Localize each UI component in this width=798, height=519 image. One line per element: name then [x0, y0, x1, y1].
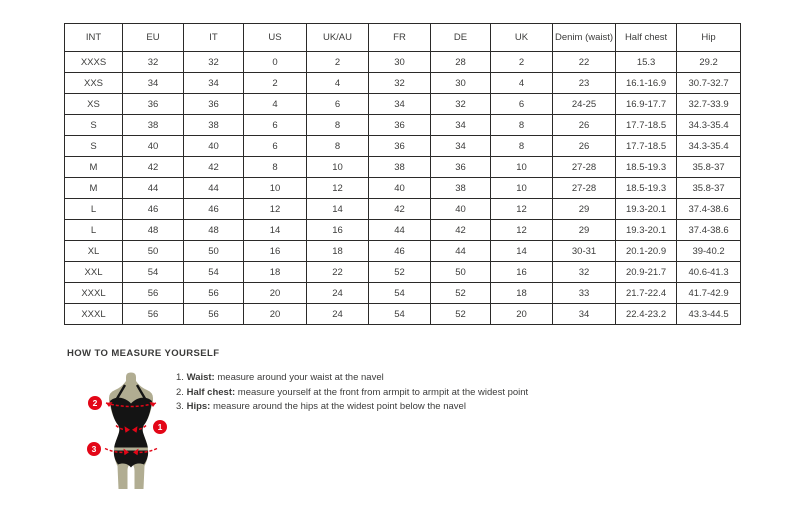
table-cell: 24 — [307, 283, 369, 304]
table-cell: 40 — [369, 178, 431, 199]
table-cell: 20 — [491, 304, 553, 325]
column-header: DE — [431, 24, 491, 52]
table-row — [65, 304, 741, 325]
table-cell: 34 — [123, 73, 184, 94]
table-cell: 48 — [184, 220, 244, 241]
size-chart-table — [64, 23, 741, 325]
table-cell: 37.4-38.6 — [677, 220, 741, 241]
table-cell: 30-31 — [553, 241, 616, 262]
size-chart-header — [65, 24, 741, 52]
table-cell: XS — [65, 94, 123, 115]
table-cell: 52 — [431, 304, 491, 325]
table-cell: 34.3-35.4 — [677, 115, 741, 136]
table-cell: 17.7-18.5 — [616, 115, 677, 136]
table-cell: 40 — [431, 199, 491, 220]
table-cell: 35.8-37 — [677, 157, 741, 178]
table-cell: 30.7-32.7 — [677, 73, 741, 94]
table-cell: 14 — [244, 220, 307, 241]
waist-badge-number: 1 — [157, 422, 163, 432]
table-cell: 42 — [369, 199, 431, 220]
table-cell: 32 — [553, 262, 616, 283]
table-cell: 44 — [369, 220, 431, 241]
table-cell: 26 — [553, 136, 616, 157]
step-number: 3. — [176, 401, 184, 412]
table-cell: 29 — [553, 220, 616, 241]
table-cell: 21.7-22.4 — [616, 283, 677, 304]
table-cell: 6 — [491, 94, 553, 115]
table-cell: 34 — [369, 94, 431, 115]
step-number: 1. — [176, 372, 184, 383]
step-term: Half chest: — [186, 386, 236, 398]
table-row — [65, 115, 741, 136]
table-cell: 38 — [123, 115, 184, 136]
column-header: IT — [184, 24, 244, 52]
table-row — [65, 178, 741, 199]
hips-badge-number: 3 — [91, 444, 97, 454]
table-cell: 44 — [184, 178, 244, 199]
table-cell: 36 — [123, 94, 184, 115]
table-cell: 32 — [369, 73, 431, 94]
table-cell: 40 — [184, 136, 244, 157]
step-term: Hips: — [186, 401, 211, 412]
table-cell: 19.3-20.1 — [616, 220, 677, 241]
table-cell: 6 — [244, 136, 307, 157]
table-cell: 8 — [307, 136, 369, 157]
table-cell: 34.3-35.4 — [677, 136, 741, 157]
table-cell: 34 — [431, 115, 491, 136]
table-cell: 18 — [244, 262, 307, 283]
table-cell: 4 — [307, 73, 369, 94]
table-cell: 20.1-20.9 — [616, 241, 677, 262]
table-cell: 32 — [431, 94, 491, 115]
table-cell: 42 — [184, 157, 244, 178]
table-cell: 30 — [369, 52, 431, 73]
table-cell: 18 — [491, 283, 553, 304]
table-cell: 10 — [244, 178, 307, 199]
table-cell: 8 — [244, 157, 307, 178]
table-cell: XXXS — [65, 52, 123, 73]
table-cell: 16 — [491, 262, 553, 283]
table-cell: 2 — [491, 52, 553, 73]
table-cell: 22.4-23.2 — [616, 304, 677, 325]
table-cell: 28 — [431, 52, 491, 73]
table-cell: 8 — [307, 115, 369, 136]
table-cell: 26 — [553, 115, 616, 136]
column-header: UK — [491, 24, 553, 52]
table-cell: 46 — [369, 241, 431, 262]
step-text: measure around the hips at the widest point below the navel — [210, 401, 466, 412]
measure-step-half-chest — [176, 388, 528, 398]
table-cell: 40.6-41.3 — [677, 262, 741, 283]
table-cell: 44 — [123, 178, 184, 199]
table-cell: 35.8-37 — [677, 178, 741, 199]
table-cell: 10 — [491, 157, 553, 178]
measure-instructions-list — [176, 373, 528, 417]
table-cell: M — [65, 178, 123, 199]
table-cell: 38 — [431, 178, 491, 199]
table-cell: 20 — [244, 283, 307, 304]
table-cell: 2 — [244, 73, 307, 94]
table-cell: 6 — [307, 94, 369, 115]
table-cell: 56 — [184, 304, 244, 325]
column-header: Denim (waist) — [553, 24, 616, 52]
measure-step-hips — [176, 402, 528, 412]
column-header: FR — [369, 24, 431, 52]
column-header: Hip — [677, 24, 741, 52]
table-cell: 38 — [184, 115, 244, 136]
table-row — [65, 94, 741, 115]
table-row — [65, 52, 741, 73]
table-cell: 18 — [307, 241, 369, 262]
table-cell: 14 — [307, 199, 369, 220]
table-row — [65, 73, 741, 94]
table-cell: 23 — [553, 73, 616, 94]
table-cell: 37.4-38.6 — [677, 199, 741, 220]
table-cell: 52 — [431, 283, 491, 304]
table-cell: 8 — [491, 115, 553, 136]
header-row — [65, 24, 741, 52]
table-cell: 16 — [244, 241, 307, 262]
table-row — [65, 136, 741, 157]
step-text: measure around your waist at the navel — [214, 372, 384, 383]
chest-badge-number: 2 — [92, 398, 98, 408]
table-cell: 54 — [369, 304, 431, 325]
table-row — [65, 262, 741, 283]
table-cell: 56 — [123, 304, 184, 325]
table-cell: 0 — [244, 52, 307, 73]
table-cell: L — [65, 220, 123, 241]
table-row — [65, 220, 741, 241]
table-cell: 19.3-20.1 — [616, 199, 677, 220]
table-cell: 16.1-16.9 — [616, 73, 677, 94]
table-cell: 39-40.2 — [677, 241, 741, 262]
table-cell: 43.3-44.5 — [677, 304, 741, 325]
how-to-measure-title: HOW TO MEASURE YOURSELF — [67, 348, 220, 359]
table-cell: 40 — [123, 136, 184, 157]
table-cell: 46 — [184, 199, 244, 220]
table-cell: 27-28 — [553, 178, 616, 199]
table-cell: 56 — [123, 283, 184, 304]
table-cell: 12 — [307, 178, 369, 199]
table-cell: 46 — [123, 199, 184, 220]
table-cell: 10 — [491, 178, 553, 199]
table-cell: 36 — [369, 115, 431, 136]
measurement-figure — [84, 370, 180, 492]
table-cell: 29.2 — [677, 52, 741, 73]
table-cell: 30 — [431, 73, 491, 94]
table-cell: 16 — [307, 220, 369, 241]
table-cell: 33 — [553, 283, 616, 304]
table-cell: 12 — [491, 220, 553, 241]
table-row — [65, 157, 741, 178]
table-cell: 32 — [184, 52, 244, 73]
table-cell: 38 — [369, 157, 431, 178]
table-row — [65, 241, 741, 262]
column-header: INT — [65, 24, 123, 52]
column-header: UK/AU — [307, 24, 369, 52]
table-cell: 20.9-21.7 — [616, 262, 677, 283]
table-row — [65, 199, 741, 220]
column-header: Half chest — [616, 24, 677, 52]
table-cell: 56 — [184, 283, 244, 304]
table-cell: 29 — [553, 199, 616, 220]
table-cell: 32 — [123, 52, 184, 73]
table-cell: 36 — [369, 136, 431, 157]
table-cell: XXXL — [65, 304, 123, 325]
table-cell: 54 — [184, 262, 244, 283]
step-number: 2. — [176, 386, 184, 398]
table-cell: 22 — [307, 262, 369, 283]
table-cell: 4 — [244, 94, 307, 115]
table-cell: 27-28 — [553, 157, 616, 178]
table-cell: 22 — [553, 52, 616, 73]
table-cell: 24-25 — [553, 94, 616, 115]
table-cell: 20 — [244, 304, 307, 325]
table-cell: 54 — [369, 283, 431, 304]
table-cell: 32.7-33.9 — [677, 94, 741, 115]
table-cell: 24 — [307, 304, 369, 325]
table-cell: M — [65, 157, 123, 178]
step-text: measure yourself at the front from armpit to armpit at the widest point — [235, 386, 529, 398]
table-cell: 48 — [123, 220, 184, 241]
size-chart-body — [65, 52, 741, 325]
table-cell: 50 — [431, 262, 491, 283]
table-cell: 12 — [244, 199, 307, 220]
table-row — [65, 283, 741, 304]
table-cell: 36 — [184, 94, 244, 115]
table-cell: 8 — [491, 136, 553, 157]
step-term: Waist: — [186, 372, 215, 383]
table-cell: 41.7-42.9 — [677, 283, 741, 304]
table-cell: 34 — [184, 73, 244, 94]
table-cell: 54 — [123, 262, 184, 283]
table-cell: 14 — [491, 241, 553, 262]
table-cell: 50 — [184, 241, 244, 262]
table-cell: 16.9-17.7 — [616, 94, 677, 115]
table-cell: 2 — [307, 52, 369, 73]
table-cell: 18.5-19.3 — [616, 178, 677, 199]
table-cell: S — [65, 136, 123, 157]
table-cell: XXS — [65, 73, 123, 94]
table-cell: 42 — [123, 157, 184, 178]
mannequin-illustration — [84, 370, 180, 492]
table-cell: 50 — [123, 241, 184, 262]
table-cell: 6 — [244, 115, 307, 136]
table-cell: XL — [65, 241, 123, 262]
table-cell: XXXL — [65, 283, 123, 304]
table-cell: 34 — [553, 304, 616, 325]
table-cell: 18.5-19.3 — [616, 157, 677, 178]
table-cell: 44 — [431, 241, 491, 262]
column-header: EU — [123, 24, 184, 52]
table-cell: 42 — [431, 220, 491, 241]
table-cell: 52 — [369, 262, 431, 283]
column-header: US — [244, 24, 307, 52]
table-cell: 15.3 — [616, 52, 677, 73]
table-cell: 34 — [431, 136, 491, 157]
table-cell: S — [65, 115, 123, 136]
table-cell: 36 — [431, 157, 491, 178]
table-cell: L — [65, 199, 123, 220]
table-cell: 10 — [307, 157, 369, 178]
table-cell: 4 — [491, 73, 553, 94]
table-cell: 12 — [491, 199, 553, 220]
measure-step-waist — [176, 373, 528, 383]
table-cell: XXL — [65, 262, 123, 283]
table-cell: 17.7-18.5 — [616, 136, 677, 157]
